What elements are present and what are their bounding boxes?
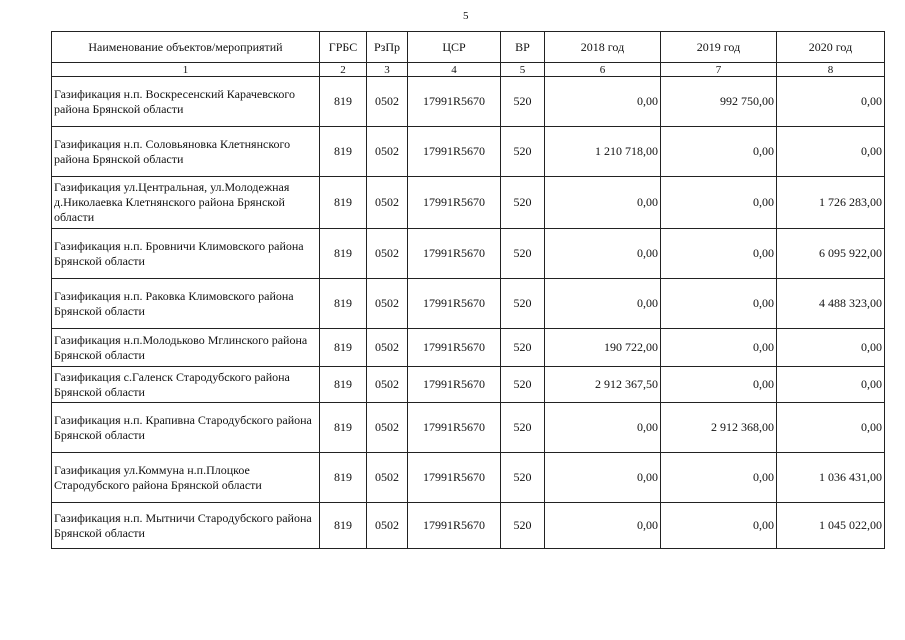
grbs-cell: 819	[320, 177, 367, 229]
amount-2019: 0,00	[661, 329, 777, 367]
amount-2019: 0,00	[661, 279, 777, 329]
grbs-cell: 819	[320, 329, 367, 367]
amount-2018: 0,00	[545, 77, 661, 127]
vr-cell: 520	[501, 453, 545, 503]
grbs-cell: 819	[320, 453, 367, 503]
column-number-row	[52, 63, 885, 77]
amount-2020: 0,00	[777, 329, 885, 367]
amount-2019: 0,00	[661, 503, 777, 549]
column-number: 5	[501, 63, 545, 77]
vr-cell: 520	[501, 177, 545, 229]
object-name: Газификация н.п. Воскресенский Карачевского района Брянской области	[52, 77, 320, 127]
table-row	[52, 453, 885, 503]
table-row	[52, 229, 885, 279]
amount-2020: 0,00	[777, 127, 885, 177]
csr-cell: 17991R5670	[408, 367, 501, 403]
rzpr-cell: 0502	[367, 367, 408, 403]
object-name: Газификация н.п. Бровничи Климовского района Брянской области	[52, 229, 320, 279]
amount-2018: 0,00	[545, 503, 661, 549]
header-2018: 2018 год	[545, 32, 661, 63]
column-number: 6	[545, 63, 661, 77]
csr-cell: 17991R5670	[408, 453, 501, 503]
amount-2020: 1 045 022,00	[777, 503, 885, 549]
amount-2018: 0,00	[545, 229, 661, 279]
rzpr-cell: 0502	[367, 403, 408, 453]
grbs-cell: 819	[320, 229, 367, 279]
vr-cell: 520	[501, 329, 545, 367]
header-rzpr: РзПр	[367, 32, 408, 63]
table-row	[52, 127, 885, 177]
amount-2020: 1 726 283,00	[777, 177, 885, 229]
header-vr: ВР	[501, 32, 545, 63]
csr-cell: 17991R5670	[408, 77, 501, 127]
vr-cell: 520	[501, 403, 545, 453]
rzpr-cell: 0502	[367, 177, 408, 229]
object-name: Газификация н.п.Молодьково Мглинского района Брянской области	[52, 329, 320, 367]
rzpr-cell: 0502	[367, 329, 408, 367]
object-name: Газификация н.п. Соловьяновка Клетнянского района Брянской области	[52, 127, 320, 177]
amount-2019: 0,00	[661, 229, 777, 279]
column-number: 7	[661, 63, 777, 77]
object-name: Газификация ул.Центральная, ул.Молодежная д.Николаевка Клетнянского района Брянской области	[52, 177, 320, 229]
amount-2018: 0,00	[545, 403, 661, 453]
table-row	[52, 367, 885, 403]
amount-2020: 1 036 431,00	[777, 453, 885, 503]
table-row	[52, 403, 885, 453]
grbs-cell: 819	[320, 367, 367, 403]
object-name: Газификация н.п. Мытничи Стародубского района Брянской области	[52, 503, 320, 549]
amount-2019: 0,00	[661, 367, 777, 403]
amount-2019: 992 750,00	[661, 77, 777, 127]
amount-2019: 0,00	[661, 453, 777, 503]
amount-2020: 4 488 323,00	[777, 279, 885, 329]
amount-2019: 2 912 368,00	[661, 403, 777, 453]
object-name: Газификация ул.Коммуна н.п.Плоцкое Стародубского района Брянской области	[52, 453, 320, 503]
rzpr-cell: 0502	[367, 279, 408, 329]
amount-2020: 0,00	[777, 367, 885, 403]
header-name: Наименование объектов/мероприятий	[52, 32, 320, 63]
vr-cell: 520	[501, 279, 545, 329]
object-name: Газификация н.п. Крапивна Стародубского района Брянской области	[52, 403, 320, 453]
object-name: Газификация с.Галенск Стародубского района Брянской области	[52, 367, 320, 403]
grbs-cell: 819	[320, 127, 367, 177]
csr-cell: 17991R5670	[408, 127, 501, 177]
amount-2019: 0,00	[661, 127, 777, 177]
rzpr-cell: 0502	[367, 503, 408, 549]
header-grbs: ГРБС	[320, 32, 367, 63]
table-row	[52, 177, 885, 229]
table-row	[52, 279, 885, 329]
budget-table	[51, 31, 885, 549]
csr-cell: 17991R5670	[408, 329, 501, 367]
header-2019: 2019 год	[661, 32, 777, 63]
vr-cell: 520	[501, 127, 545, 177]
column-number: 4	[408, 63, 501, 77]
amount-2020: 0,00	[777, 77, 885, 127]
grbs-cell: 819	[320, 403, 367, 453]
amount-2018: 0,00	[545, 177, 661, 229]
vr-cell: 520	[501, 367, 545, 403]
csr-cell: 17991R5670	[408, 403, 501, 453]
vr-cell: 520	[501, 229, 545, 279]
rzpr-cell: 0502	[367, 229, 408, 279]
table-row	[52, 329, 885, 367]
csr-cell: 17991R5670	[408, 229, 501, 279]
header-row	[52, 32, 885, 63]
rzpr-cell: 0502	[367, 127, 408, 177]
amount-2018: 1 210 718,00	[545, 127, 661, 177]
csr-cell: 17991R5670	[408, 177, 501, 229]
header-2020: 2020 год	[777, 32, 885, 63]
amount-2018: 0,00	[545, 453, 661, 503]
table-row	[52, 503, 885, 549]
table-row	[52, 77, 885, 127]
amount-2018: 2 912 367,50	[545, 367, 661, 403]
amount-2020: 6 095 922,00	[777, 229, 885, 279]
column-number: 1	[52, 63, 320, 77]
csr-cell: 17991R5670	[408, 279, 501, 329]
amount-2020: 0,00	[777, 403, 885, 453]
header-csr: ЦСР	[408, 32, 501, 63]
vr-cell: 520	[501, 503, 545, 549]
column-number: 8	[777, 63, 885, 77]
rzpr-cell: 0502	[367, 77, 408, 127]
rzpr-cell: 0502	[367, 453, 408, 503]
grbs-cell: 819	[320, 77, 367, 127]
column-number: 3	[367, 63, 408, 77]
column-number: 2	[320, 63, 367, 77]
page-number: 5	[463, 10, 469, 22]
amount-2018: 190 722,00	[545, 329, 661, 367]
vr-cell: 520	[501, 77, 545, 127]
grbs-cell: 819	[320, 279, 367, 329]
amount-2019: 0,00	[661, 177, 777, 229]
grbs-cell: 819	[320, 503, 367, 549]
amount-2018: 0,00	[545, 279, 661, 329]
object-name: Газификация н.п. Раковка Климовского района Брянской области	[52, 279, 320, 329]
csr-cell: 17991R5670	[408, 503, 501, 549]
